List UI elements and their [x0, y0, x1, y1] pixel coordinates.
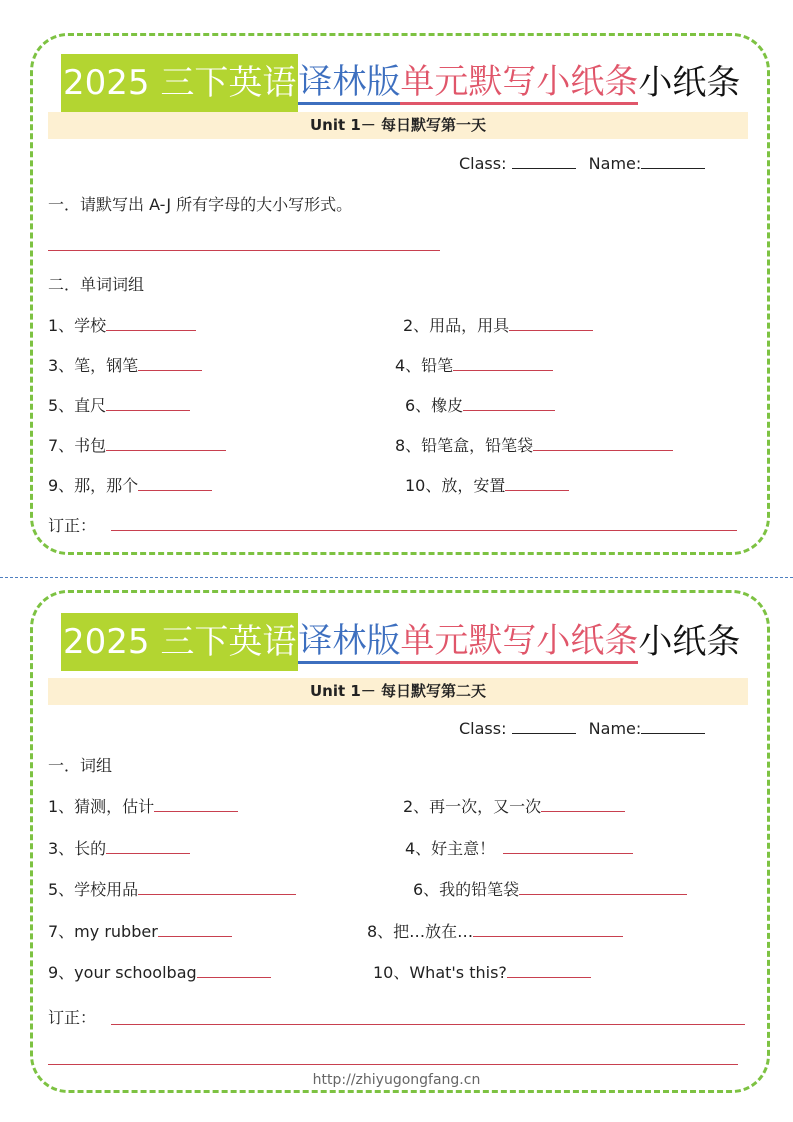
- worksheet-card-day1: [30, 33, 770, 555]
- list-item: 5、学校用品: [48, 877, 296, 900]
- class-field[interactable]: [512, 152, 576, 169]
- title-part-black: 小纸条: [638, 622, 741, 662]
- title-part-green: 2025 三下英语: [61, 54, 298, 112]
- answer-blank[interactable]: [106, 314, 196, 331]
- name-field[interactable]: [641, 717, 705, 734]
- correction-line[interactable]: [111, 1024, 745, 1025]
- list-item: 7、my rubber: [48, 919, 232, 942]
- list-item: 2、再一次，又一次: [403, 794, 625, 817]
- answer-blank[interactable]: [541, 795, 625, 812]
- answer-blank[interactable]: [453, 354, 553, 371]
- name-field[interactable]: [641, 152, 705, 169]
- list-item: 9、那，那个: [48, 473, 212, 496]
- section-heading-letters: 一．请默写出 A-J 所有字母的大小写形式。: [48, 195, 353, 214]
- answer-blank[interactable]: [519, 878, 687, 895]
- list-item: 8、把…放在…: [367, 919, 623, 942]
- list-item: 3、长的: [48, 836, 190, 859]
- list-item: 2、用品，用具: [403, 313, 593, 336]
- list-item: 8、铅笔盒，铅笔袋: [395, 433, 673, 456]
- answer-blank[interactable]: [106, 434, 226, 451]
- list-item: 1、猜测，估计: [48, 794, 238, 817]
- list-item: 4、好主意！: [405, 836, 633, 859]
- list-item: 3、笔，钢笔: [48, 353, 202, 376]
- name-label: Name:: [588, 154, 642, 173]
- name-label: Name:: [588, 719, 642, 738]
- answer-line-letters[interactable]: [48, 250, 440, 251]
- list-item: 6、橡皮: [405, 393, 555, 416]
- answer-blank[interactable]: [509, 314, 593, 331]
- correction-line-2[interactable]: [48, 1064, 738, 1065]
- answer-blank[interactable]: [473, 920, 623, 937]
- answer-blank[interactable]: [154, 795, 238, 812]
- title-part-blue: 译林版: [298, 62, 400, 105]
- section-heading-phrases: 一．词组: [48, 756, 113, 775]
- answer-blank[interactable]: [138, 878, 296, 895]
- class-name-row: [459, 717, 705, 738]
- section-heading-words: 二．单词词组: [48, 275, 145, 294]
- list-item: 10、放，安置: [405, 473, 569, 496]
- title-part-blue: 译林版: [298, 621, 400, 664]
- answer-blank[interactable]: [158, 920, 232, 937]
- list-item: 10、What's this?: [373, 960, 591, 983]
- class-name-row: [459, 152, 705, 173]
- worksheet-card-day2: [30, 590, 770, 1093]
- answer-blank[interactable]: [106, 837, 190, 854]
- unit-heading: Unit 1－ 每日默写第二天: [48, 678, 748, 705]
- answer-blank[interactable]: [197, 961, 271, 978]
- answer-blank[interactable]: [138, 354, 202, 371]
- worksheet-title: [61, 54, 740, 112]
- list-item: 5、直尺: [48, 393, 190, 416]
- cut-line: [0, 577, 793, 578]
- correction-label: 订正：: [48, 516, 97, 535]
- answer-blank[interactable]: [463, 394, 555, 411]
- correction-line[interactable]: [111, 530, 737, 531]
- worksheet-title: [61, 613, 740, 671]
- class-label: Class:: [459, 719, 507, 738]
- answer-blank[interactable]: [106, 394, 190, 411]
- footer-url: http://zhiyugongfang.cn: [312, 1072, 481, 1088]
- correction-label: 订正：: [48, 1008, 97, 1027]
- answer-blank[interactable]: [507, 961, 591, 978]
- title-part-red: 单元默写小纸条: [400, 621, 638, 664]
- list-item: 9、your schoolbag: [48, 960, 271, 983]
- answer-blank[interactable]: [505, 474, 569, 491]
- answer-blank[interactable]: [533, 434, 673, 451]
- list-item: 1、学校: [48, 313, 196, 336]
- list-item: 4、铅笔: [395, 353, 553, 376]
- title-part-black: 小纸条: [638, 63, 741, 103]
- list-item: 7、书包: [48, 433, 226, 456]
- class-field[interactable]: [512, 717, 576, 734]
- title-part-green: 2025 三下英语: [61, 613, 298, 671]
- title-part-red: 单元默写小纸条: [400, 62, 638, 105]
- list-item: 6、我的铅笔袋: [413, 877, 687, 900]
- class-label: Class:: [459, 154, 507, 173]
- answer-blank[interactable]: [503, 837, 633, 854]
- unit-heading: Unit 1－ 每日默写第一天: [48, 112, 748, 139]
- answer-blank[interactable]: [138, 474, 212, 491]
